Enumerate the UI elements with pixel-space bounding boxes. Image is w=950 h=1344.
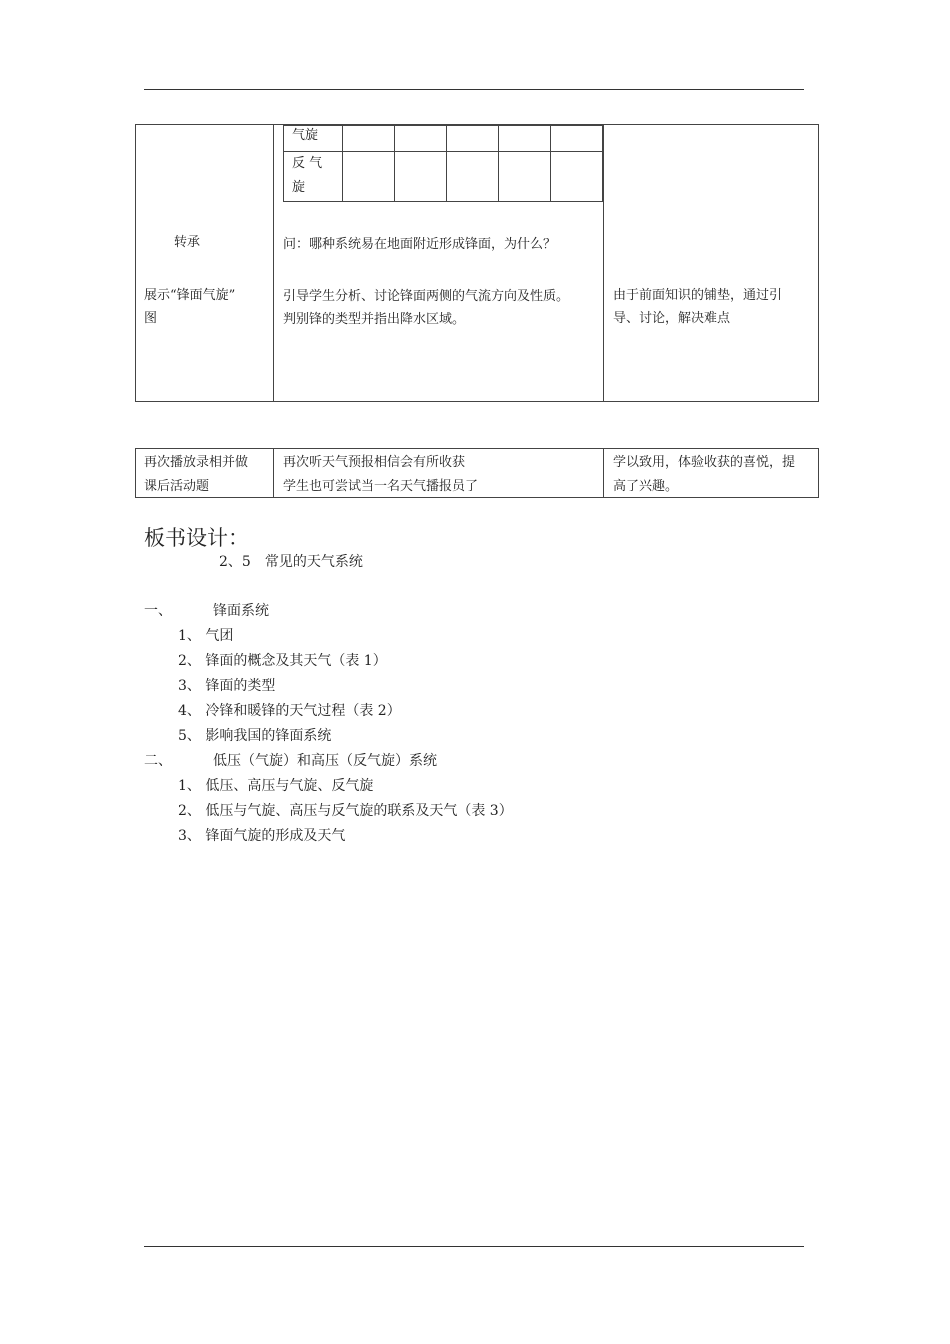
section2-item: 3、 锋面气旋的形成及天气	[178, 828, 346, 844]
table1-divider-2	[603, 124, 604, 402]
grid-cell	[499, 126, 551, 152]
table2-divider-1	[273, 448, 274, 498]
section1-item: 4、 冷锋和暖锋的天气过程（表 2）	[178, 703, 401, 719]
activity-text: 再次播放录相并做 课后活动题	[144, 455, 249, 494]
intent-text: 由于前面知识的铺垫，通过引 导、讨论，解决难点	[613, 288, 783, 326]
section1-number: 一、	[144, 603, 172, 619]
section1-title: 锋面系统	[213, 603, 269, 619]
question-text: 问：哪种系统易在地面附近形成锋面，为什么？	[283, 237, 557, 252]
board-subtitle: 2、5 常见的天气系统	[219, 554, 363, 570]
section2-title: 低压（气旋）和高压（反气旋）系统	[213, 753, 437, 769]
grid-cell	[551, 126, 603, 152]
section2-number: 二、	[144, 753, 172, 769]
grid-cell	[499, 152, 551, 202]
grid-cell	[447, 152, 499, 202]
section1-item: 1、 气团	[178, 628, 234, 644]
board-heading: 板书设计：	[144, 526, 249, 550]
grid-label-cyclone: 气旋	[284, 126, 343, 152]
grid-cell	[551, 152, 603, 202]
stage-label: 转承	[174, 235, 201, 250]
grid-label-anticyclone: 反 气 旋	[284, 152, 343, 202]
section1-item: 3、 锋面的类型	[178, 678, 276, 694]
grid-cell	[447, 126, 499, 152]
grid-cell	[343, 126, 395, 152]
section1-item: 5、 影响我国的锋面系统	[178, 728, 332, 744]
guide-text: 引导学生分析、讨论锋面两侧的气流方向及性质。 判别锋的类型并指出降水区域。	[283, 289, 570, 327]
section2-item: 2、 低压与气旋、高压与反气旋的联系及天气（表 3）	[178, 803, 513, 819]
grid-cell	[343, 152, 395, 202]
header-rule	[144, 89, 804, 90]
section1-item: 2、 锋面的概念及其天气（表 1）	[178, 653, 387, 669]
forecast-text: 再次听天气预报相信会有所收获 学生也可尝试当一名天气播报员了	[283, 455, 479, 494]
cyclone-grid	[283, 125, 603, 202]
section2-item: 1、 低压、高压与气旋、反气旋	[178, 778, 374, 794]
grid-cell	[395, 152, 447, 202]
table2-divider-2	[603, 448, 604, 498]
table1-divider-1	[273, 124, 274, 402]
footer-rule	[144, 1246, 804, 1247]
stage-action: 展示“锋面气旋” 图	[144, 288, 236, 326]
outcome-text: 学以致用，体验收获的喜悦，提 高了兴趣。	[613, 455, 796, 494]
grid-cell	[395, 126, 447, 152]
